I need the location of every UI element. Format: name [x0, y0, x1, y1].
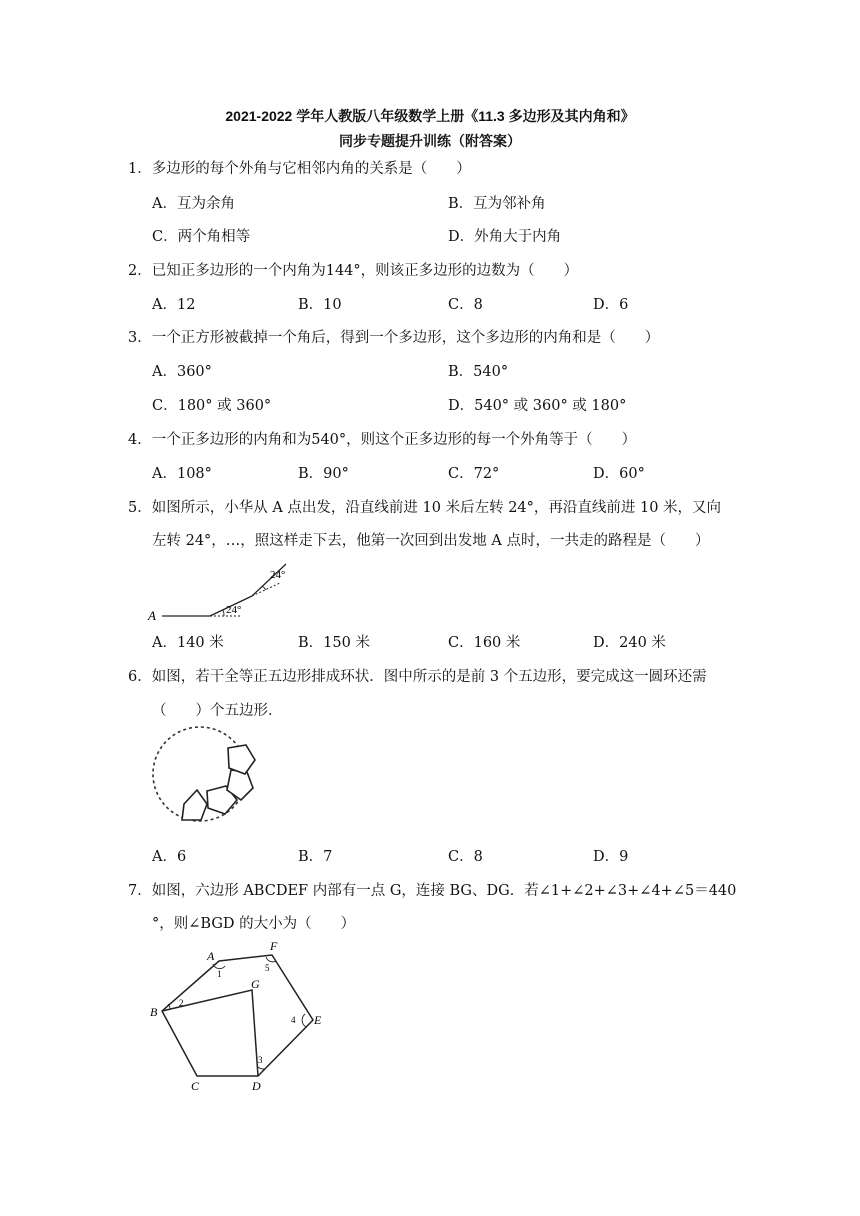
- walking-path-figure: [140, 560, 310, 625]
- question-7-stem-line-1: 7．如图，六边形 ABCDEF 内部有一点 G，连接 BG、DG．若∠1+∠2+∠3+∠4+∠5＝440: [128, 883, 737, 899]
- vertex-c-label: C: [191, 1079, 200, 1093]
- angle-arc-2: [262, 586, 266, 590]
- question-4-option-c: C．72°: [448, 466, 500, 482]
- question-2-option-c: C．8: [448, 297, 483, 313]
- angle-arc-1: [223, 610, 224, 616]
- question-2-option-d: D．6: [593, 297, 629, 313]
- pentagon-ring-figure: [145, 722, 275, 837]
- question-3-option-d: D．540° 或 360° 或 180°: [448, 398, 627, 414]
- question-1-option-b: B．互为邻补角: [448, 196, 546, 212]
- question-7-stem-line-2: °，则∠BGD 的大小为（ ）: [152, 916, 356, 932]
- vertex-a-label: A: [207, 949, 215, 963]
- question-3-option-b: B．540°: [448, 364, 509, 380]
- question-4-option-d: D．60°: [593, 466, 645, 482]
- vertex-b-label: B: [150, 1005, 158, 1019]
- document-subtitle: 同步专题提升训练（附答案）: [339, 133, 521, 149]
- question-6-option-b: B．7: [298, 849, 333, 865]
- vertex-f-label: F: [270, 939, 278, 953]
- angle-label-1: 24°: [226, 604, 242, 616]
- question-6-option-a: A．6: [152, 849, 187, 865]
- question-2-option-a: A．12: [152, 297, 196, 313]
- question-2-option-b: B．10: [298, 297, 342, 313]
- angle-1-label: 1: [217, 969, 222, 979]
- angle-5-label: 5: [265, 963, 270, 973]
- question-1-stem: 1．多边形的每个外角与它相邻内角的关系是（ ）: [128, 161, 471, 177]
- angle-3-label: 3: [258, 1055, 263, 1065]
- question-4-stem: 4．一个正多边形的内角和为540°，则这个正多边形的每一个外角等于（ ）: [128, 432, 637, 448]
- question-3-stem: 3．一个正方形被截掉一个角后，得到一个多边形，这个多边形的内角和是（ ）: [128, 330, 660, 346]
- question-5-stem-line-1: 5．如图所示，小华从 A 点出发，沿直线前进 10 米后左转 24°，再沿直线前进 10 米，又向: [128, 500, 722, 516]
- question-1-option-a: A．互为余角: [152, 196, 235, 212]
- question-5-stem-line-2: 左转 24°，…，照这样走下去，他第一次回到出发地 A 点时，一共走的路程是（ ）: [152, 533, 710, 549]
- document-title: 2021-2022 学年人教版八年级数学上册《11.3 多边形及其内角和》: [225, 108, 635, 124]
- angle-3-arc: [258, 1067, 265, 1069]
- point-a-label: A: [148, 608, 156, 623]
- vertex-d-label: D: [252, 1079, 261, 1093]
- pentagon-4: [228, 745, 255, 774]
- angle-4-arc: [302, 1014, 306, 1027]
- question-1-option-c: C．两个角相等: [152, 229, 251, 245]
- angle-4-label: 4: [291, 1015, 296, 1025]
- question-6-stem-line-2: （ ）个五边形．: [152, 703, 283, 719]
- segments-bg-gd: [162, 990, 258, 1076]
- question-6-stem-line-1: 6．如图，若干全等正五边形排成环状．图中所示的是前 3 个五边形，要完成这一圆环还需: [128, 669, 707, 685]
- question-6-option-d: D．9: [593, 849, 629, 865]
- question-3-option-a: A．360°: [152, 364, 212, 380]
- vertex-e-label: E: [314, 1013, 322, 1027]
- question-4-option-b: B．90°: [298, 466, 349, 482]
- angle-label-2: 24°: [270, 569, 286, 581]
- vertex-g-label: G: [251, 977, 260, 991]
- question-5-option-a: A．140 米: [152, 635, 224, 651]
- question-5-option-b: B．150 米: [298, 635, 370, 651]
- question-5-option-c: C．160 米: [448, 635, 521, 651]
- hexagon-figure: [145, 938, 335, 1098]
- angle-2-label: 2: [179, 998, 184, 1008]
- question-3-option-c: C．180° 或 360°: [152, 398, 272, 414]
- pentagon-1: [182, 790, 207, 820]
- question-6-option-c: C．8: [448, 849, 483, 865]
- question-1-option-d: D．外角大于内角: [448, 229, 562, 245]
- question-4-option-a: A．108°: [152, 466, 212, 482]
- question-2-stem: 2．已知正多边形的一个内角为144°，则该正多边形的边数为（ ）: [128, 263, 579, 279]
- question-5-option-d: D．240 米: [593, 635, 666, 651]
